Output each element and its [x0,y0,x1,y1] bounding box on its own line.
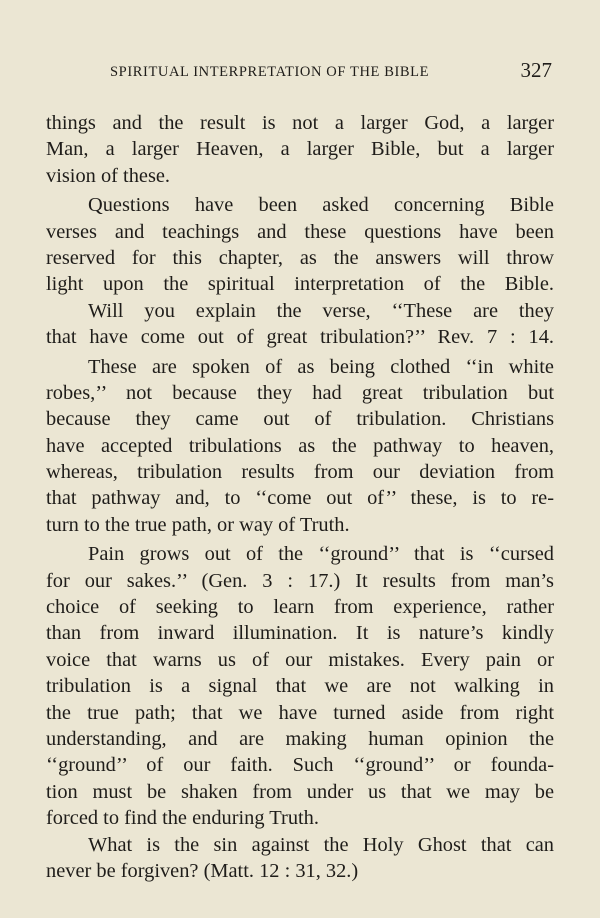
text-line: reserved for this chapter, as the answers will throw [46,246,554,269]
running-title: SPIRITUAL INTERPRETATION OF THE BIBLE [110,64,430,80]
paragraph-start-line: These are spoken of as being clothed ‘‘in white [88,355,554,378]
page-number: 327 [520,58,552,82]
text-line: vision of these. [46,164,171,187]
paragraph-start-line: Questions have been asked concerning Bible [88,194,554,217]
question-line: that have come out of great tribulation?’’ Rev. 7 : 14. [46,326,554,349]
text-line: for our sakes.’’ (Gen. 3 : 17.) It results from man’s [46,569,554,592]
text-line: voice that warns us of our mistakes. Every pain or [46,648,554,671]
body-text [46,110,554,884]
text-line: things and the result is not a larger God, a larger [46,112,554,134]
text-line: than from inward illumination. It is nature’s kindly [46,622,554,645]
text-line: that pathway and, to ‘‘come out of’’ these, is to re- [46,487,554,510]
question-line: What is the sin against the Holy Ghost that can [88,833,554,856]
text-line: have accepted tribulations as the pathway to heaven, [46,434,554,457]
text-line: choice of seeking to learn from experience, rather [46,596,554,619]
text-line: understanding, and are making human opinion the [46,727,554,750]
question-line: never be forgiven? (Matt. 12 : 31, 32.) [46,859,359,882]
text-line: verses and teachings and these questions have been [46,220,554,243]
text-line: the true path; that we have turned aside from right [46,701,554,724]
text-line: tribulation is a signal that we are not walking in [46,675,554,698]
paragraph-start-line: Pain grows out of the ‘‘ground’’ that is ‘‘cursed [88,543,554,566]
text-line: light upon the spiritual interpretation of the Bible. [46,273,554,296]
text-line: forced to find the enduring Truth. [46,807,319,830]
running-head [46,58,554,88]
text-line: tion must be shaken from under us that we may be [46,780,554,803]
text-line: turn to the true path, or way of Truth. [46,513,350,536]
text-line: robes,’’ not because they had great tribulation but [46,381,554,404]
question-line: Will you explain the verse, ‘‘These are they [88,299,554,322]
text-line: ‘‘ground’’ of our faith. Such ‘‘ground’’ or founda- [46,754,554,777]
text-line: because they came out of tribulation. Christians [46,408,554,431]
text-line: whereas, tribulation results from our deviation from [46,461,554,484]
text-line: Man, a larger Heaven, a larger Bible, but a larger [46,138,554,161]
